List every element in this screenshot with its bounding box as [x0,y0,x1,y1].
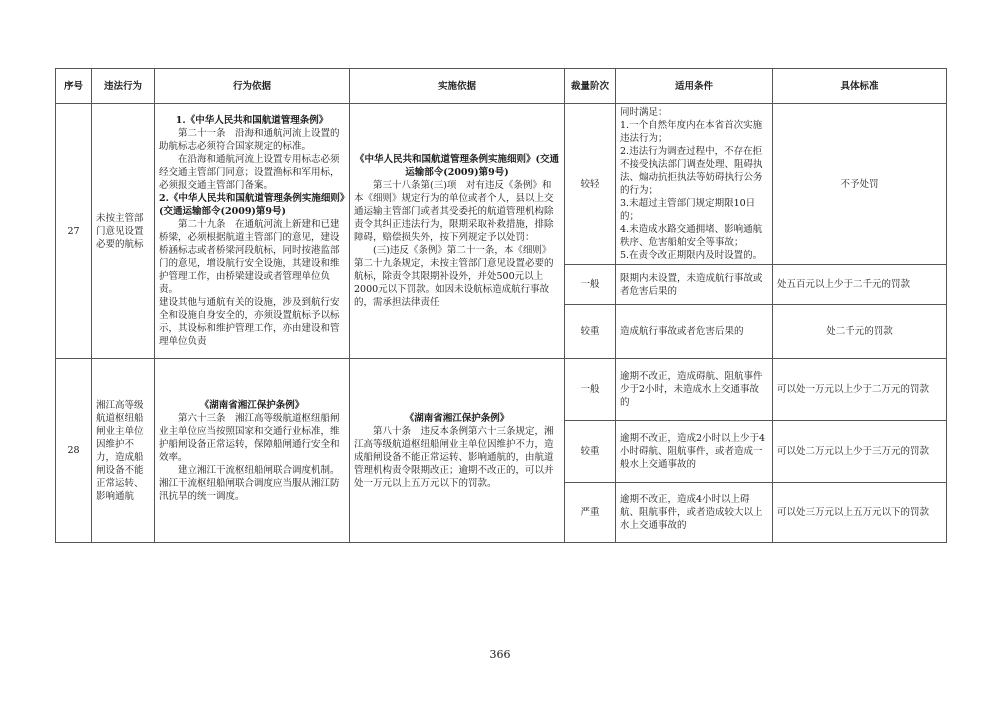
conditions-cell [616,305,773,359]
conditions-cell [616,104,773,265]
condition-line: 造成航行事故或者危害后果的 [620,326,744,337]
offense-cell: 湘江高等级航道枢纽船闸业主单位因维护不力，造成船闸设备不能正常运转、影响通航 [92,359,155,543]
condition-line: 5.在责令改正期限内及时设置的。 [620,250,763,261]
basis-paragraph: 第三十八条第(三)项 对有违反《条例》和本《细则》规定行为的单位或者个人，县以上交通运输主管部门或者其受委托的航道管理机构除责令其纠正违法行为，限期采取补救措施，排除障碍，赔偿损失外，按下列规定予以处罚： [354,180,554,243]
condition-line: 1.一个自然年度内在本省首次实施违法行为； [620,120,763,144]
offense-cell: 未按主管部门意见设置必要的航标 [92,104,155,359]
condition-line: 逾期不改正，造成4小时以上碍航、阻航事件，或者造成较大以上水上交通事故的 [620,494,763,531]
table-row-27 [56,104,947,265]
legal-basis-cell [155,104,350,359]
header-level: 裁量阶次 [565,69,616,104]
standard-cell: 可以处二万元以上少于三万元的罚款 [773,421,947,483]
basis-title: 2.《中华人民共和国航道管理条例实施细则》(交通运输部令(2009)第9号) [159,193,345,217]
conditions-cell [616,265,773,305]
basis-paragraph: (三)违反《条例》第二十一条，本《细则》第二十九条规定，未按主管部门意见设置必要的航标，除责令其限期补设外，并处500元以上2000元以下罚款。如因未设航标造成航行事故的，需承担法律责任 [354,245,554,308]
condition-line: 4.未造成水路交通拥堵、影响通航秩序、危害船舶安全等事故； [620,224,763,248]
level-cell: 一般 [565,265,616,305]
basis-paragraph: 第八十条 违反本条例第六十三条规定，湘江高等级航道枢纽船闸业主单位因维护不力，造成船闸设备不能正常运转、影响通航的，由航道管理机构责令限期改正；逾期不改正的，可以并处一万元以上五万元以下的罚款。 [354,425,554,489]
table-row-28 [56,359,947,421]
condition-line: 同时满足： [620,107,668,118]
basis-title: 《中华人民共和国航道管理条例实施细则》(交通运输部令(2009)第9号) [355,154,559,178]
basis-title: 1.《中华人民共和国航道管理条例》 [175,115,329,126]
level-cell: 较重 [565,305,616,359]
header-enforcement-basis: 实施依据 [350,69,565,104]
enforcement-basis-cell [350,104,565,359]
standard-cell: 处二千元的罚款 [773,305,947,359]
seq-cell: 27 [56,104,92,359]
standard-cell: 处五百元以上少于二千元的罚款 [773,265,947,305]
level-cell: 较轻 [565,104,616,265]
header-seq: 序号 [56,69,92,104]
header-standard: 具体标准 [773,69,947,104]
standard-cell: 可以处三万元以上五万元以下的罚款 [773,483,947,543]
conditions-cell [616,359,773,421]
condition-line: 逾期不改正，造成2小时以上少于4小时碍航、阻航事件，或者造成一般水上交通事故的 [620,433,766,470]
level-cell: 较重 [565,421,616,483]
seq-cell: 28 [56,359,92,543]
header-offense: 违法行为 [92,69,155,104]
conditions-cell [616,421,773,483]
penalty-table [55,68,947,543]
basis-paragraph: 第二十一条 沿海和通航河流上设置的助航标志必须符合国家规定的标准。 [159,128,340,152]
basis-paragraph: 在沿海和通航河流上设置专用标志必须经交通主管部门同意；设置渔标和军用标，必须报交通主管部门备案。 [159,154,340,191]
basis-paragraph: 第二十九条 在通航河流上新建和已建桥梁，必须根据航道主管部门的意见，建设桥涵标志或者桥梁河段航标，同时按港监部门的意见，增设航行安全设施，其建设和维护管理工作，由桥梁建设或者管理单位负责。 [159,219,340,295]
enforcement-basis-cell [350,359,565,543]
level-cell: 严重 [565,483,616,543]
basis-title: 《湖南省湘江保护条例》 [404,412,510,424]
legal-basis-cell [155,359,350,543]
basis-paragraph: 建设其他与通航有关的设施，涉及到航行安全和设施自身安全的，亦须设置航标予以标示，其设标和维护管理工作，亦由建设和管理单位负责 [159,297,340,347]
basis-paragraph: 第六十三条 湘江高等级航道枢纽船闸业主单位应当按照国家和交通行业标准，维护船闸设备正常运转，保障船闸通行安全和效率。 [159,412,340,463]
condition-line: 限期内未设置，未造成航行事故或者危害后果的 [620,272,763,297]
condition-line: 2.违法行为调查过程中，不存在拒不接受执法部门调查处理、阻碍执法、煽动抗拒执法等妨碍执行公务的行为； [620,146,763,196]
page-number: 366 [489,648,511,661]
header-conditions: 适用条件 [616,69,773,104]
conditions-cell [616,483,773,543]
standard-cell: 可以处一万元以上少于二万元的罚款 [773,359,947,421]
basis-paragraph: 建立湘江干流枢纽船闸联合调度机制。湘江干流枢纽船闸联合调度应当服从湘江防汛抗旱的统一调度。 [159,464,340,502]
header-legal-basis: 行为依据 [155,69,350,104]
standard-cell: 不予处罚 [773,104,947,265]
condition-line: 逾期不改正，造成碍航、阻航事件少于2小时，未造成水上交通事故的 [620,371,763,408]
basis-title: 《湖南省湘江保护条例》 [199,399,305,411]
header-row [56,69,947,104]
level-cell: 一般 [565,359,616,421]
condition-line: 3.未超过主管部门规定期限10日的； [620,198,756,222]
